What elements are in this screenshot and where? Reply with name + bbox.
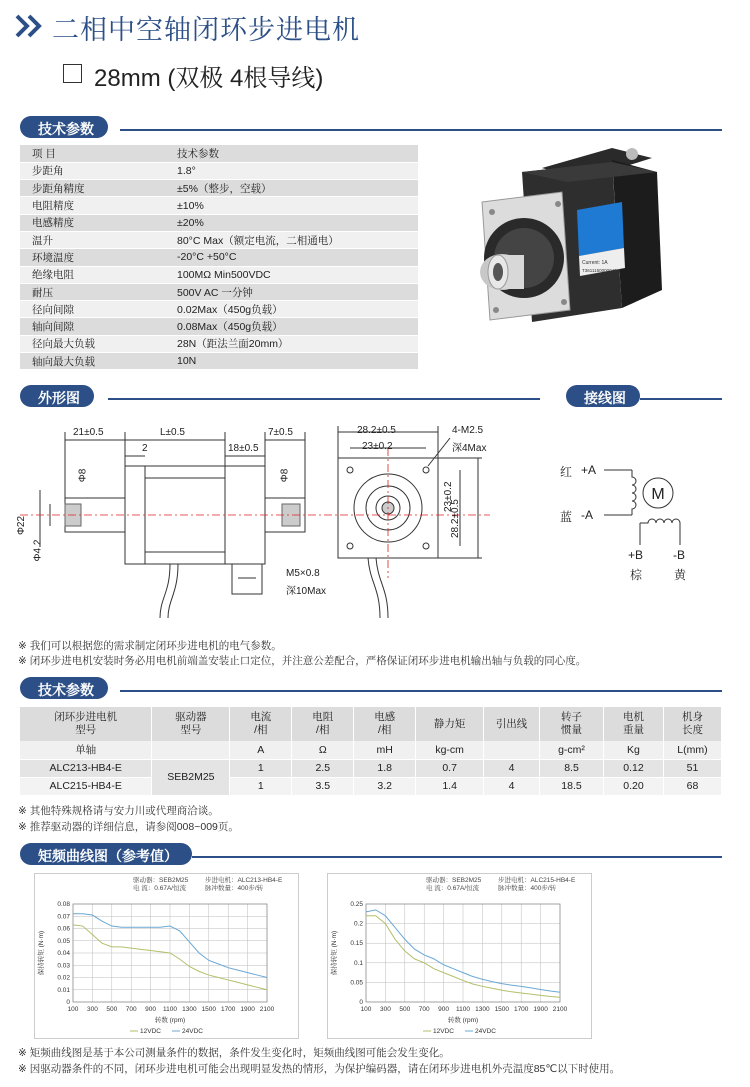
spec-value: ±10% (165, 197, 418, 214)
y-tick-label: 0.2 (353, 920, 363, 928)
dim-m25-depth: 深4Max (452, 443, 487, 454)
section-rule (640, 398, 722, 400)
motor-label-text: Current: 1A (582, 260, 608, 266)
cell-model: ALC213-HB4-E (20, 759, 152, 777)
section-header-tech-params (20, 116, 722, 138)
wire-yellow: 黄 (674, 568, 687, 582)
spec-key: 耐压 (20, 283, 165, 300)
spec-key: 径向间隙 (20, 301, 165, 318)
table-row (20, 301, 418, 318)
x-tick-label: 300 (379, 1006, 391, 1013)
page-subtitle: 28mm (双极 4根导线) (94, 65, 324, 92)
unit-cell: Kg (603, 741, 663, 759)
legend-label: 24VDC (182, 1028, 203, 1035)
table-row (20, 266, 418, 283)
x-tick-label: 1900 (533, 1006, 548, 1013)
table-row (20, 180, 418, 197)
cell-leads: 4 (484, 777, 540, 795)
column-header: 闭环步进电机 型号 (20, 707, 152, 741)
outline-drawing (20, 418, 500, 628)
cell-driver: SEB2M25 (152, 759, 230, 795)
x-tick-label: 900 (145, 1006, 157, 1013)
x-tick-label: 1100 (456, 1006, 470, 1013)
column-header: 机身 长度 (663, 707, 721, 741)
spec-key: 环境温度 (20, 249, 165, 266)
table-row (20, 197, 418, 214)
cell-current: 1 (230, 759, 292, 777)
dim-23-side: 23±0.2 (443, 481, 454, 512)
dim-18: 18±0.5 (228, 443, 259, 454)
spec-key: 轴向间隙 (20, 318, 165, 335)
y-tick-label: 0.03 (57, 962, 70, 970)
motor-serial-text: T3611150000042 (582, 268, 617, 273)
cell-torque: 0.7 (416, 759, 484, 777)
dim-282-side: 28.2±0.5 (450, 499, 461, 538)
spec-key: 电感精度 (20, 214, 165, 231)
chart-2-pulse: 脉冲数量：400步/转 (498, 885, 557, 892)
wire-minus-a: -A (581, 508, 593, 522)
x-tick-label: 100 (360, 1006, 372, 1013)
motor-symbol-text: M (651, 486, 665, 503)
spec-value: 80°C Max（额定电流，二相通电） (165, 231, 418, 248)
cell-inertia: 8.5 (540, 759, 604, 777)
column-header: 驱动器 型号 (152, 707, 230, 741)
checkbox-icon (63, 64, 82, 83)
x-tick-label: 500 (106, 1006, 118, 1013)
table-row (20, 283, 418, 300)
cell-inductance: 1.8 (354, 759, 416, 777)
dim-phi8-right: Φ8 (279, 468, 291, 483)
x-tick-label: 500 (399, 1006, 411, 1013)
chart-2-driver: 驱动器：SEB2M25 (426, 877, 482, 884)
cell-length: 51 (663, 759, 721, 777)
x-tick-label: 1700 (220, 1006, 236, 1013)
column-header: 静力矩 (416, 707, 484, 741)
chart-2-motor: 步进电机：ALC215-HB4-E (498, 877, 576, 884)
spec-key: 项 目 (20, 145, 165, 162)
y-tick-label: 0 (359, 999, 363, 1006)
y-tick-label: 0.07 (57, 913, 70, 921)
cell-torque: 1.4 (416, 777, 484, 795)
unit-cell: g-cm² (540, 741, 604, 759)
unit-cell: L(mm) (663, 741, 721, 759)
y-tick-label: 0.1 (353, 959, 363, 967)
spec-key: 步距角精度 (20, 180, 165, 197)
unit-cell: mH (354, 741, 416, 759)
torque-chart-1 (34, 873, 299, 1039)
table-row (20, 145, 418, 162)
cell-resistance: 3.5 (292, 777, 354, 795)
section-rule (120, 129, 722, 131)
cell-resistance: 2.5 (292, 759, 354, 777)
spec-key: 绝缘电阻 (20, 266, 165, 283)
note-3b: ※ 因驱动器条件的不同，闭环步进电机可能会出现明显发热的情形，为保护编码器，请在闭环步进电机外壳温度85℃以下时使用。 (18, 1063, 621, 1075)
spec-table-models (20, 707, 722, 796)
y-tick-label: 0.08 (57, 901, 70, 908)
table-row (20, 759, 722, 777)
table-row (20, 249, 418, 266)
note-2a: ※ 其他特殊规格请与安力川或代理商洽谈。 (18, 805, 219, 817)
chart-1-motor: 步进电机：ALC213-HB4-E (205, 877, 283, 884)
x-tick-label: 900 (438, 1006, 450, 1013)
cell-inertia: 18.5 (540, 777, 604, 795)
y-tick-label: 0.01 (57, 986, 70, 994)
spec-value: 0.08Max（450g负载） (165, 318, 418, 335)
section-header-tech-params-2 (20, 677, 722, 699)
cell-weight: 0.12 (603, 759, 663, 777)
table-row (20, 777, 722, 795)
wire-blue: 蓝 (560, 510, 573, 524)
section-rule (120, 690, 722, 692)
unit-cell: Ω (292, 741, 354, 759)
legend-label: 24VDC (475, 1028, 496, 1035)
x-tick-label: 100 (67, 1006, 79, 1013)
unit-cell: A (230, 741, 292, 759)
wire-plus-a: +A (581, 463, 597, 477)
column-header: 电流 /相 (230, 707, 292, 741)
unit-cell: 单轴 (20, 741, 152, 759)
x-tick-label: 1500 (494, 1006, 510, 1013)
dim-phi42: Φ4.2 (32, 539, 44, 562)
table-row (20, 162, 418, 179)
table-row (20, 214, 418, 231)
wire-brown: 棕 (630, 568, 643, 582)
section-rule (108, 398, 540, 400)
x-tick-label: 2100 (259, 1006, 275, 1013)
spec-value: 28N（距法兰面20mm） (165, 335, 418, 352)
wire-plus-b: +B (628, 548, 644, 562)
torque-chart-2 (327, 873, 592, 1039)
chart-2-current: 电 流：0.67A/恒流 (426, 885, 480, 892)
y-tick-label: 0 (66, 999, 70, 1006)
dim-m5: M5×0.8 (286, 568, 320, 579)
units-row (20, 741, 722, 759)
y-tick-label: 0.02 (57, 974, 70, 982)
unit-cell (152, 741, 230, 759)
dim-23-top: 23±0.2 (362, 441, 393, 452)
section-header-outline (20, 385, 540, 407)
chart-1-plot (35, 894, 300, 1040)
x-axis-label: 转数 (rpm) (154, 1017, 186, 1024)
x-tick-label: 700 (418, 1006, 430, 1013)
chart-2-plot (328, 894, 593, 1040)
y-tick-label: 0.05 (350, 979, 363, 987)
spec-value: 100MΩ Min500VDC (165, 266, 418, 283)
table-row (20, 353, 418, 370)
spec-value: 1.8° (165, 162, 418, 179)
dim-7: 7±0.5 (268, 427, 293, 438)
spec-value: 技术参数 (165, 145, 418, 162)
dim-L: L±0.5 (160, 427, 185, 438)
spec-key: 步距角 (20, 162, 165, 179)
table-row (20, 335, 418, 352)
wire-minus-b: -B (673, 548, 685, 562)
cell-weight: 0.20 (603, 777, 663, 795)
dim-2: 2 (142, 443, 148, 454)
x-axis-label: 转数 (rpm) (447, 1017, 479, 1024)
y-tick-label: 0.05 (57, 937, 70, 945)
dim-282-top: 28.2±0.5 (357, 425, 396, 436)
column-header: 电阻 /相 (292, 707, 354, 741)
double-chevron-icon (14, 13, 44, 39)
x-tick-label: 300 (86, 1006, 98, 1013)
section-label: 矩频曲线图（参考值） (20, 843, 192, 865)
cell-model: ALC215-HB4-E (20, 777, 152, 795)
y-tick-label: 0.06 (57, 925, 70, 933)
note-1b: ※ 闭环步进电机安装时务必用电机前端盖安装止口定位，并注意公差配合，严格保证闭环步进电机输出轴与负载的同心度。 (18, 655, 587, 667)
spec-value: ±5%（整步，空载） (165, 180, 418, 197)
section-header-torque (20, 843, 722, 865)
x-tick-label: 2100 (552, 1006, 568, 1013)
x-tick-label: 1900 (240, 1006, 255, 1013)
chart-1-pulse: 脉冲数量：400步/转 (205, 885, 264, 892)
x-tick-label: 700 (125, 1006, 137, 1013)
x-tick-label: 1300 (182, 1006, 197, 1013)
section-label: 技术参数 (20, 116, 108, 138)
spec-value: ±20% (165, 214, 418, 231)
column-header: 电感 /相 (354, 707, 416, 741)
unit-cell: kg-cm (416, 741, 484, 759)
page-title: 二相中空轴闭环步进电机 (52, 15, 360, 45)
dim-m5-depth: 深10Max (286, 586, 327, 597)
cell-leads: 4 (484, 759, 540, 777)
spec-key: 径向最大负载 (20, 335, 165, 352)
x-tick-label: 1500 (201, 1006, 217, 1013)
spec-value: 500V AC 一分钟 (165, 283, 418, 300)
dim-21: 21±0.5 (73, 427, 104, 438)
note-2b: ※ 推荐驱动器的详细信息，请参阅008~009页。 (18, 821, 239, 833)
unit-cell (484, 741, 540, 759)
spec-value: 0.02Max（450g负载） (165, 301, 418, 318)
chart-1-driver: 驱动器：SEB2M25 (133, 877, 189, 884)
column-header: 转子 惯量 (540, 707, 604, 741)
section-label: 技术参数 (20, 677, 108, 699)
cell-inductance: 3.2 (354, 777, 416, 795)
spec-table-general (20, 145, 418, 370)
note-3a: ※ 矩频曲线图是基于本公司测量条件的数据，条件发生变化时，矩频曲线图可能会发生变化。 (18, 1047, 450, 1059)
y-tick-label: 0.04 (57, 950, 70, 957)
section-label: 外形图 (20, 385, 94, 407)
legend-label: 12VDC (140, 1028, 161, 1035)
x-tick-label: 1300 (475, 1006, 490, 1013)
y-tick-label: 0.25 (350, 901, 363, 908)
cell-length: 68 (663, 777, 721, 795)
legend-label: 12VDC (433, 1028, 454, 1035)
wire-red: 红 (560, 465, 573, 479)
motor-photo (462, 140, 682, 330)
spec-value: 10N (165, 353, 418, 370)
dim-phi8-left: Φ8 (77, 468, 89, 483)
spec-value: -20°C +50°C (165, 249, 418, 266)
spec-key: 电阻精度 (20, 197, 165, 214)
section-header-wiring (566, 385, 722, 407)
table-row (20, 231, 418, 248)
y-axis-label: 保持转矩 (N·m) (38, 930, 45, 976)
cell-current: 1 (230, 777, 292, 795)
column-header: 引出线 (484, 707, 540, 741)
dim-m25: 4-M2.5 (452, 425, 484, 436)
x-tick-label: 1700 (513, 1006, 529, 1013)
spec-key: 轴向最大负载 (20, 353, 165, 370)
y-tick-label: 0.15 (350, 940, 363, 948)
table-row (20, 318, 418, 335)
section-rule (192, 856, 722, 858)
spec-key: 温升 (20, 231, 165, 248)
dim-phi22: Φ22 (16, 515, 28, 536)
x-tick-label: 1100 (163, 1006, 177, 1013)
note-1a: ※ 我们可以根据您的需求制定闭环步进电机的电气参数。 (18, 640, 282, 652)
y-axis-label: 保持转矩 (N·m) (331, 930, 338, 976)
column-header: 电机 重量 (603, 707, 663, 741)
section-label: 接线图 (566, 385, 640, 407)
chart-1-current: 电 流：0.67A/恒流 (133, 885, 187, 892)
